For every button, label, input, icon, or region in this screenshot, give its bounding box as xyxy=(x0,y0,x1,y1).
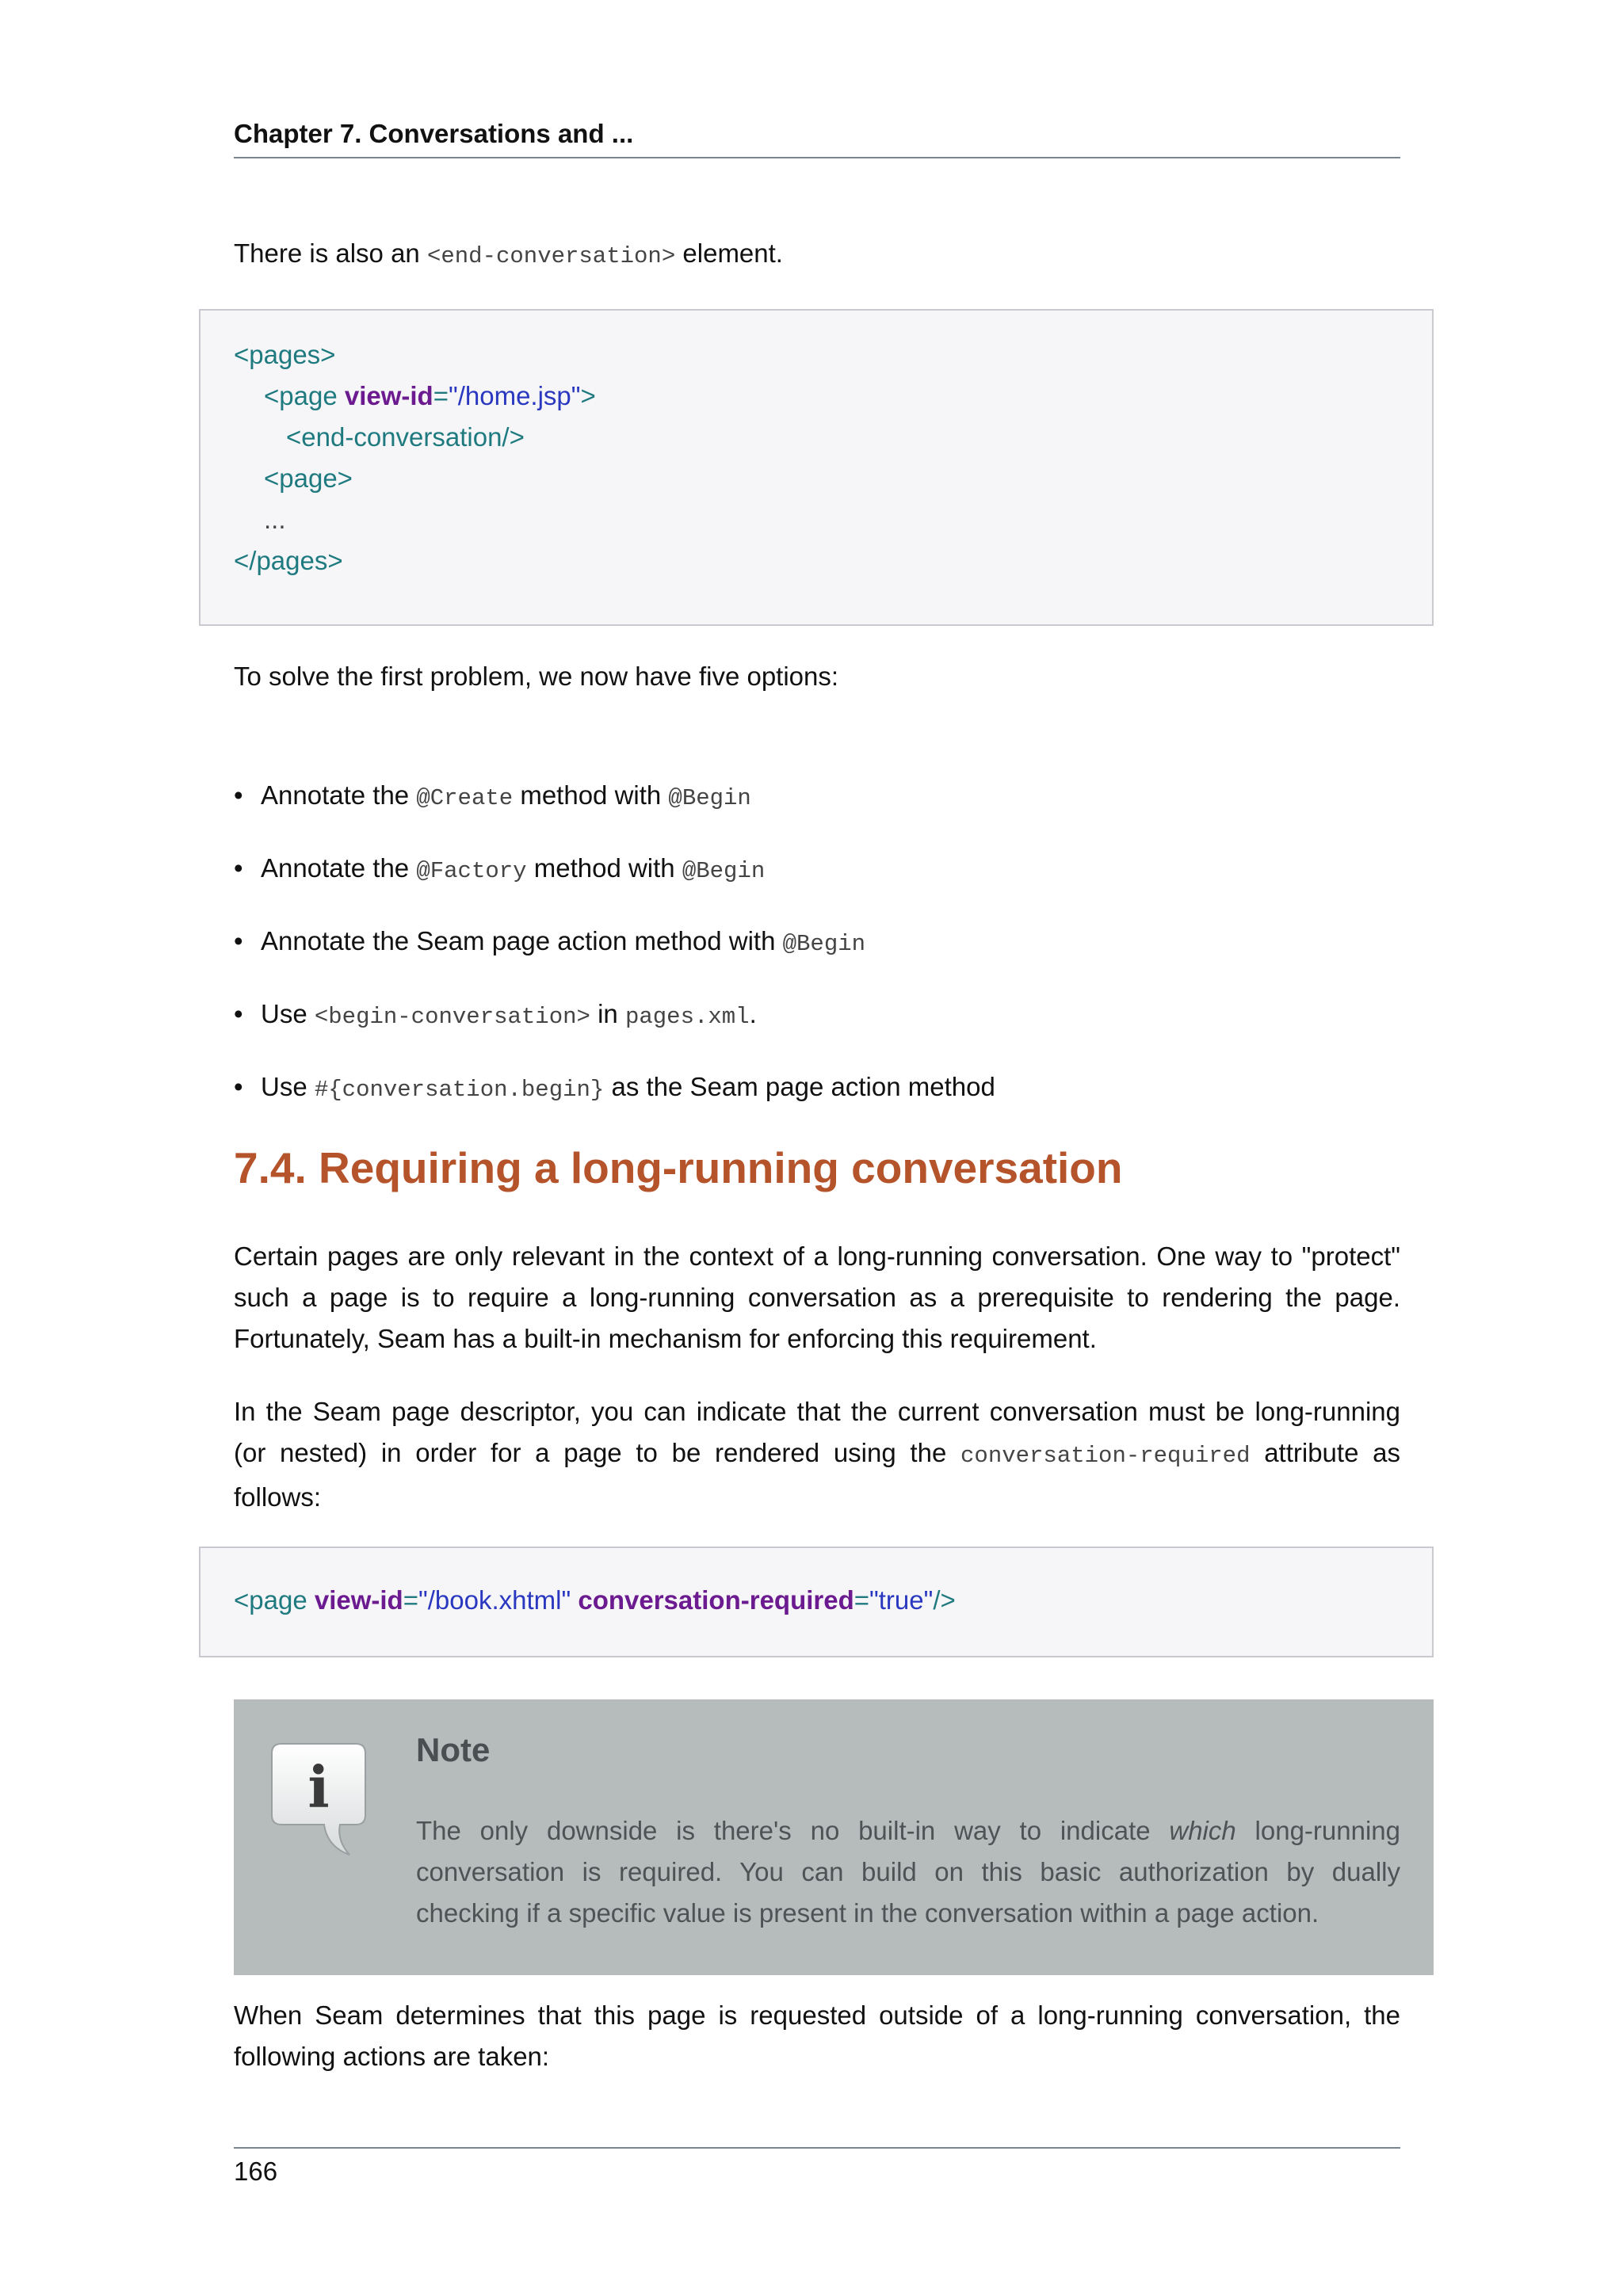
list-code: <begin-conversation> xyxy=(314,1004,590,1030)
section-heading: 7.4. Requiring a long-running conversation xyxy=(234,1143,1123,1192)
note-box xyxy=(234,1699,1434,1975)
note-title: Note xyxy=(416,1731,491,1768)
paragraph-line: In the Seam page descriptor, you can indicate that the current conversation must be long-running xyxy=(234,1397,1400,1426)
paragraph-line: Fortunately, Seam has a built-in mechanism for enforcing this requirement. xyxy=(234,1324,1097,1353)
code-block-pages xyxy=(199,309,1434,626)
info-icon xyxy=(267,1739,370,1858)
paragraph-line: When Seam determines that this page is requested outside of a long-running conversation, the xyxy=(234,2000,1400,2030)
paragraph-line: Certain pages are only relevant in the context of a long-running conversation. One way to "protect" xyxy=(234,1241,1400,1271)
code-tag: <page> xyxy=(264,463,353,493)
list-code: @Begin xyxy=(782,931,866,957)
list-text: method with xyxy=(526,853,682,883)
intro-code: <end-conversation> xyxy=(426,243,676,269)
code-tag: <end-conversation/> xyxy=(286,422,525,452)
code-value: "true" xyxy=(869,1585,934,1615)
code-line xyxy=(264,499,286,540)
list-item xyxy=(234,848,1400,921)
list-text: Annotate the xyxy=(261,780,417,810)
list-text: Annotate the Seam page action method with xyxy=(261,926,783,955)
note-line: checking if a specific value is present in the conversation within a page action. xyxy=(416,1898,1319,1928)
code-attribute: conversation-required xyxy=(578,1585,854,1615)
page-number: 166 xyxy=(234,2157,278,2186)
code-ellipsis: ... xyxy=(264,505,286,534)
paragraph-text: (or nested) in order for a page to be rendered using the xyxy=(234,1438,961,1467)
list-item xyxy=(234,994,1400,1066)
inline-code: conversation-required xyxy=(960,1443,1251,1469)
bullet-dot: • xyxy=(234,780,243,810)
list-item xyxy=(234,1066,1400,1139)
code-block-page xyxy=(199,1547,1434,1657)
list-text: Annotate the xyxy=(261,853,417,883)
options-intro: To solve the first problem, we now have five options: xyxy=(234,662,839,691)
bullet-dot: • xyxy=(234,1072,243,1101)
code-attribute: view-id xyxy=(314,1585,403,1615)
paragraph-line: such a page is to require a long-running conversation as a prerequisite to rendering the page. xyxy=(234,1283,1400,1312)
list-code: @Begin xyxy=(682,858,766,884)
list-code: #{conversation.begin} xyxy=(314,1077,605,1103)
header-rule xyxy=(234,157,1400,158)
note-line xyxy=(416,1810,1400,1852)
list-code: @Create xyxy=(416,785,514,811)
code-line xyxy=(234,1580,956,1621)
code-tag: <page xyxy=(234,1585,315,1615)
code-line xyxy=(234,540,343,582)
paragraph-descriptor xyxy=(234,1391,1400,1518)
note-line: conversation is required. You can build on this basic authorization by dually xyxy=(416,1857,1400,1886)
code-tag: > xyxy=(580,381,596,410)
code-line xyxy=(264,458,353,499)
list-code: @Begin xyxy=(668,785,751,811)
intro-text-before: There is also an xyxy=(234,238,427,268)
code-tag: /> xyxy=(933,1585,956,1615)
code-line xyxy=(286,417,525,458)
code-tag: <pages> xyxy=(234,340,336,369)
chapter-header: Chapter 7. Conversations and ... xyxy=(234,119,634,148)
code-value: "/home.jsp" xyxy=(449,381,581,410)
code-equals: = xyxy=(433,381,449,410)
list-item xyxy=(234,921,1400,994)
paragraph-line xyxy=(234,1432,1400,1477)
code-equals: = xyxy=(854,1585,870,1615)
bullet-dot: • xyxy=(234,999,243,1028)
note-emphasis: which xyxy=(1169,1816,1236,1845)
code-space xyxy=(571,1585,578,1615)
code-attribute: view-id xyxy=(344,381,433,410)
list-text: method with xyxy=(513,780,669,810)
paragraph-requirement xyxy=(234,1236,1400,1360)
list-code: pages.xml xyxy=(624,1004,750,1030)
bullet-dot: • xyxy=(234,853,243,883)
paragraph-text: attribute as xyxy=(1250,1438,1400,1467)
list-text: Use xyxy=(261,999,315,1028)
paragraph-line: following actions are taken: xyxy=(234,2042,550,2071)
paragraph-line: follows: xyxy=(234,1482,322,1512)
paragraph-actions xyxy=(234,1995,1400,2077)
bullet-dot: • xyxy=(234,926,243,955)
note-text xyxy=(416,1810,1400,1934)
code-tag: <page xyxy=(264,381,345,410)
list-text: in xyxy=(590,999,625,1028)
list-item xyxy=(234,775,1400,848)
info-icon-letter: i xyxy=(307,1753,330,1821)
list-code: @Factory xyxy=(416,858,527,884)
code-value: "/book.xhtml" xyxy=(418,1585,571,1615)
intro-paragraph xyxy=(234,233,1400,277)
list-text: as the Seam page action method xyxy=(604,1072,995,1101)
code-equals: = xyxy=(403,1585,418,1615)
code-line xyxy=(234,334,335,376)
list-text: . xyxy=(749,999,757,1028)
list-text: Use xyxy=(261,1072,315,1101)
footer-rule xyxy=(234,2147,1400,2149)
note-segment: long-running xyxy=(1235,1816,1400,1845)
code-line xyxy=(264,376,596,417)
intro-text-after: element. xyxy=(675,238,783,268)
code-tag: </pages> xyxy=(234,546,343,575)
note-segment: The only downside is there's no built-in way to indicate xyxy=(416,1816,1170,1845)
options-list xyxy=(234,775,1400,1139)
